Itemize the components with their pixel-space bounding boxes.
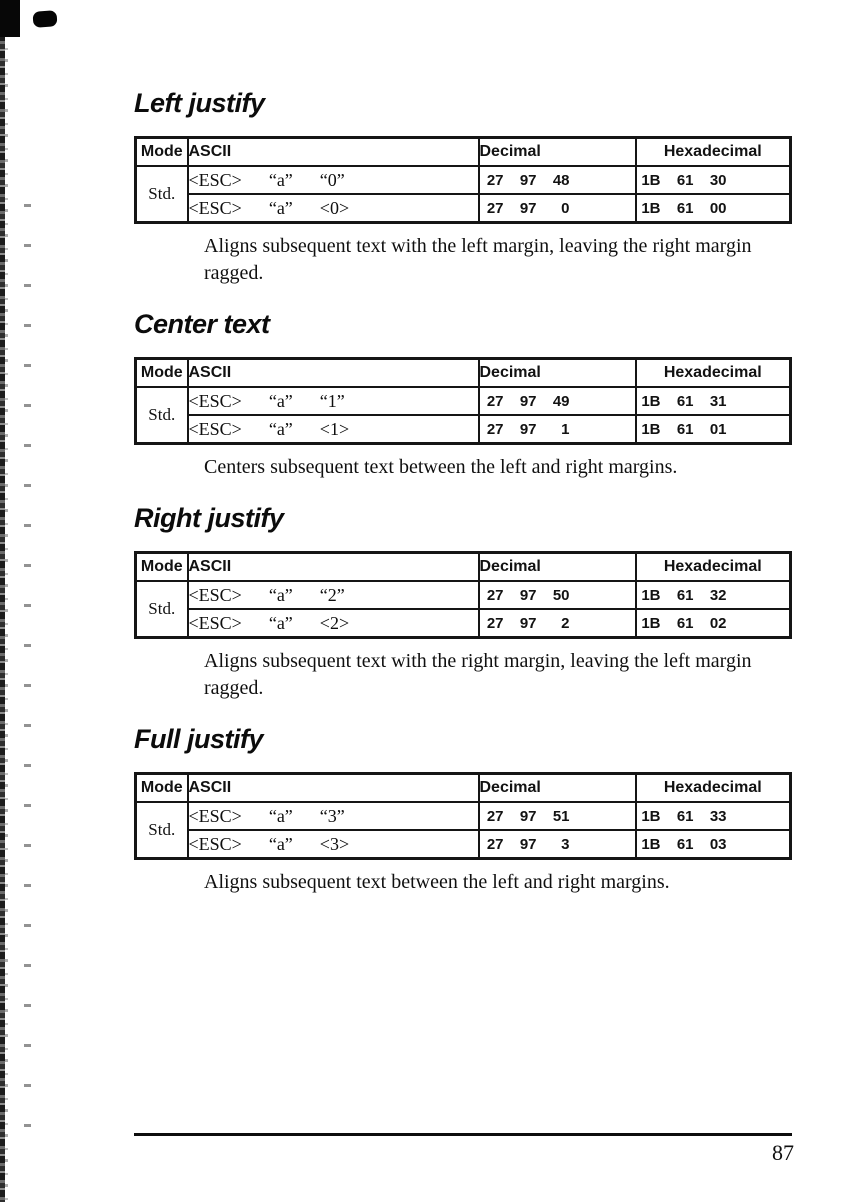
hex-value: 61 [676,392,694,410]
decimal-cell [479,581,636,609]
decimal-value: 27 [486,199,504,217]
decimal-value: 97 [519,586,537,604]
section-heading: Center text [134,309,270,339]
decimal-value: 49 [552,392,570,410]
ascii-token: “1” [319,390,345,411]
command-table [134,357,792,445]
hex-value: 61 [676,807,694,825]
section-heading: Full justify [134,724,263,754]
ascii-token: <ESC> [188,169,242,190]
decimal-value: 48 [552,171,570,189]
ascii-token: “a” [268,805,293,826]
section-heading: Right justify [134,503,284,533]
decimal-value: 27 [486,586,504,604]
ascii-token: <ESC> [188,612,242,633]
ascii-token: <0> [319,197,350,218]
hex-value: 61 [676,614,694,632]
hex-cell [636,581,791,609]
column-header-ascii: ASCII [188,553,479,582]
binding-corner-mark [0,0,20,37]
ascii-token: <ESC> [188,833,242,854]
hex-value: 1B [641,807,661,825]
column-header-mode: Mode [136,774,188,803]
ascii-token: <ESC> [188,390,242,411]
decimal-value: 97 [519,614,537,632]
ascii-token: <ESC> [188,805,242,826]
ascii-token: “a” [268,390,293,411]
ascii-token: “a” [268,197,293,218]
hex-value: 32 [709,586,727,604]
ascii-token: <ESC> [188,197,242,218]
hex-value: 31 [709,392,727,410]
table-header-row [136,359,791,388]
mode-cell: Std. [136,166,188,223]
hex-value: 1B [641,614,661,632]
hex-value: 30 [709,171,727,189]
decimal-value: 97 [519,199,537,217]
hex-cell [636,387,791,415]
decimal-value: 97 [519,171,537,189]
column-header-hexadecimal: Hexadecimal [636,553,791,582]
hex-value: 02 [709,614,727,632]
hex-value: 1B [641,392,661,410]
hex-value: 00 [709,199,727,217]
column-header-decimal: Decimal [479,138,636,167]
ascii-token: “0” [319,169,345,190]
description-line: Aligns subsequent text with the left margin, leaving the right margin [204,235,752,257]
ascii-token: “a” [268,169,293,190]
section-description [204,648,792,702]
hex-cell [636,194,791,223]
footer-rule [134,1133,792,1136]
table-header-row [136,553,791,582]
column-header-hexadecimal: Hexadecimal [636,359,791,388]
table-row [136,581,791,609]
decimal-value: 97 [519,835,537,853]
page-content [134,0,792,896]
decimal-value: 27 [486,614,504,632]
decimal-cell [479,387,636,415]
hex-value: 61 [676,199,694,217]
decimal-value: 27 [486,392,504,410]
table-row [136,387,791,415]
decimal-value: 27 [486,420,504,438]
hex-cell [636,166,791,194]
decimal-cell [479,194,636,223]
ascii-cell [188,415,479,444]
hex-value: 01 [709,420,727,438]
section-full-justify [134,722,792,896]
hex-value: 61 [676,420,694,438]
command-table [134,551,792,639]
ascii-token: “2” [319,584,345,605]
decimal-cell [479,830,636,859]
decimal-cell [479,609,636,638]
ascii-cell [188,609,479,638]
decimal-value: 50 [552,586,570,604]
command-table [134,772,792,860]
ascii-token: <ESC> [188,418,242,439]
column-header-mode: Mode [136,359,188,388]
ascii-token: <ESC> [188,584,242,605]
column-header-decimal: Decimal [479,553,636,582]
margin-tick-artifacts [24,168,31,1148]
table-header-row [136,774,791,803]
ascii-token: “a” [268,612,293,633]
ascii-token: “3” [319,805,345,826]
ascii-cell [188,802,479,830]
decimal-value: 97 [519,420,537,438]
ascii-token: <3> [319,833,350,854]
decimal-cell [479,802,636,830]
section-left-justify [134,86,792,287]
column-header-ascii: ASCII [188,138,479,167]
column-header-hexadecimal: Hexadecimal [636,138,791,167]
table-row [136,802,791,830]
mode-cell: Std. [136,581,188,638]
hex-cell [636,830,791,859]
section-description [204,869,792,896]
section-right-justify [134,501,792,702]
column-header-hexadecimal: Hexadecimal [636,774,791,803]
decimal-value: 0 [561,199,570,217]
table-row [136,166,791,194]
ascii-cell [188,830,479,859]
mode-cell: Std. [136,802,188,859]
description-line: Aligns subsequent text with the right margin, leaving the left margin [204,650,752,672]
description-line: Aligns subsequent text between the left and right margins. [204,871,670,893]
decimal-value: 27 [486,835,504,853]
column-header-mode: Mode [136,553,188,582]
hex-value: 1B [641,420,661,438]
table-header-row [136,138,791,167]
decimal-value: 27 [486,807,504,825]
hex-value: 1B [641,199,661,217]
hex-value: 1B [641,171,661,189]
ascii-cell [188,581,479,609]
hex-cell [636,609,791,638]
table-row [136,830,791,859]
description-line: ragged. [204,262,264,284]
scan-edge-artifact-light [5,0,8,1202]
hex-value: 1B [641,835,661,853]
hex-value: 33 [709,807,727,825]
section-center-text [134,307,792,481]
column-header-decimal: Decimal [479,359,636,388]
decimal-value: 1 [561,420,570,438]
decimal-value: 97 [519,392,537,410]
section-description [204,454,792,481]
ascii-cell [188,166,479,194]
decimal-value: 97 [519,807,537,825]
section-description [204,233,792,287]
description-line: ragged. [204,677,264,699]
table-row [136,609,791,638]
column-header-decimal: Decimal [479,774,636,803]
column-header-ascii: ASCII [188,359,479,388]
ascii-token: “a” [268,584,293,605]
table-row [136,194,791,223]
column-header-ascii: ASCII [188,774,479,803]
ascii-token: <2> [319,612,350,633]
ascii-cell [188,194,479,223]
decimal-value: 3 [561,835,570,853]
hex-cell [636,802,791,830]
description-line: Centers subsequent text between the left and right margins. [204,456,678,478]
hex-cell [636,415,791,444]
decimal-cell [479,166,636,194]
ascii-token: “a” [268,833,293,854]
hex-value: 61 [676,586,694,604]
ascii-token: <1> [319,418,350,439]
mode-cell: Std. [136,387,188,444]
ascii-token: “a” [268,418,293,439]
section-heading: Left justify [134,88,265,118]
hex-value: 61 [676,835,694,853]
hex-value: 1B [641,586,661,604]
decimal-value: 2 [561,614,570,632]
table-row [136,415,791,444]
decimal-value: 51 [552,807,570,825]
decimal-cell [479,415,636,444]
tab-dash-mark [32,10,57,28]
page-number: 87 [772,1140,794,1165]
ascii-cell [188,387,479,415]
column-header-mode: Mode [136,138,188,167]
decimal-value: 27 [486,171,504,189]
hex-value: 03 [709,835,727,853]
command-table [134,136,792,224]
hex-value: 61 [676,171,694,189]
